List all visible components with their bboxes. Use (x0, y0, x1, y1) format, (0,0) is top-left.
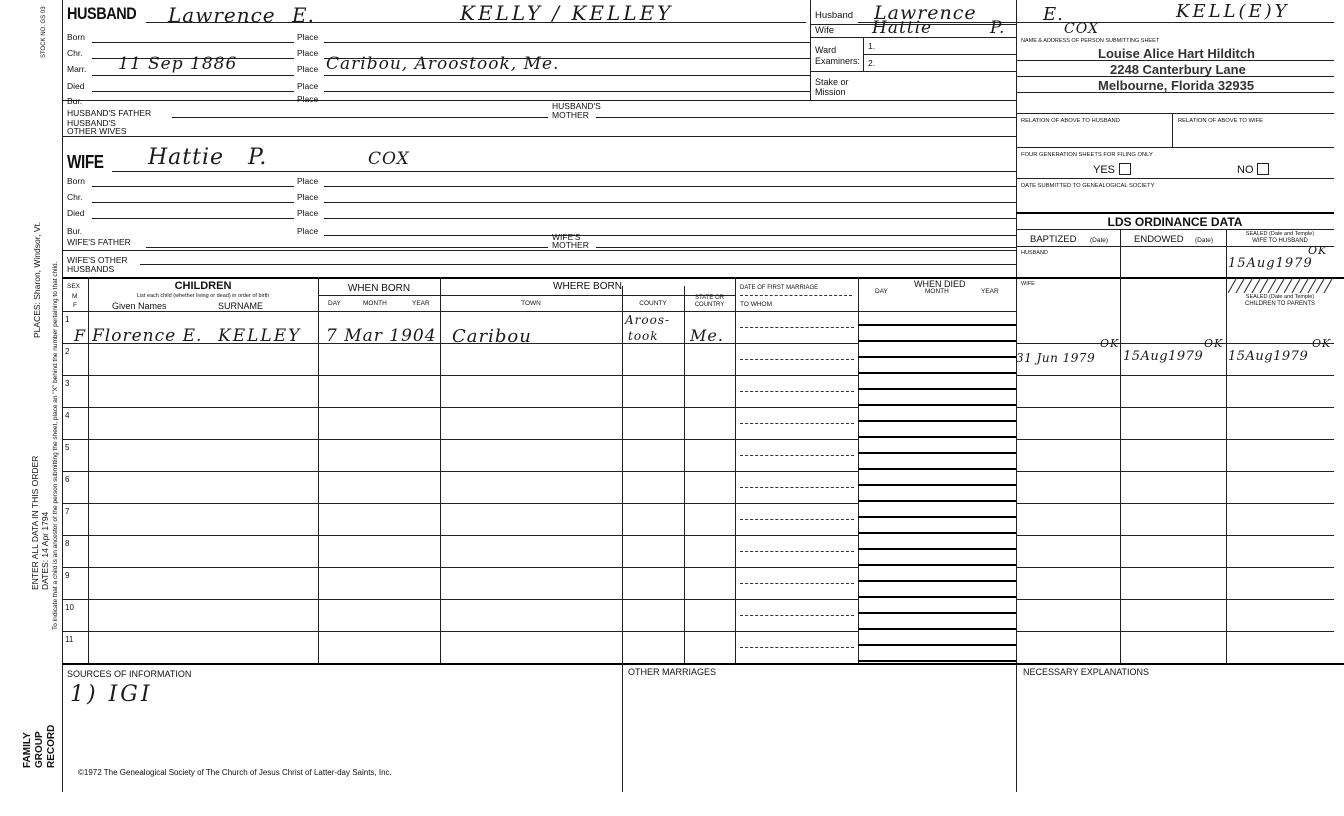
to-whom-header: TO WHOM (740, 301, 773, 308)
child-row-number: 3 (65, 379, 70, 388)
husband-marr-place-line (324, 75, 810, 76)
child1-surname: KELLEY (218, 326, 302, 346)
header-divider (810, 0, 811, 100)
given-names-header: Given Names (112, 301, 167, 311)
wife-name-line (112, 171, 1016, 172)
header-husband-given: Lawrence (874, 2, 977, 24)
marriage-dash (740, 423, 854, 424)
examiner-1-line (863, 54, 1016, 55)
child1-given: Florence E. (92, 326, 203, 346)
died-line (858, 484, 1016, 486)
marriage-dash (740, 647, 854, 648)
husband-mother-label: HUSBAND'S MOTHER (552, 101, 601, 120)
dates-note: DATES: 14 Apr 1794 (40, 511, 50, 590)
husband-born-place-line (324, 42, 810, 43)
wife-heading: WIFE (67, 152, 104, 172)
town-header: TOWN (521, 300, 541, 307)
date-submitted-label: DATE SUBMITTED TO GENEALOGICAL SOCIETY (1021, 183, 1155, 189)
relation-husband-label: RELATION OF ABOVE TO HUSBAND (1021, 118, 1120, 124)
wife-died-label: Died (67, 208, 85, 218)
explanations-label: NECESSARY EXPLANATIONS (1023, 667, 1150, 677)
husband-bottom-rule (62, 100, 1016, 101)
examiner-2: 2. (868, 58, 876, 68)
died-line (858, 580, 1016, 582)
wife-father-line (146, 247, 548, 248)
wife-born-place-line (324, 186, 1016, 187)
record-title-2: GROUP (34, 731, 45, 768)
header-husband-label: Husband (815, 10, 854, 21)
wife-died-place-label: Place (297, 208, 319, 218)
header-husband-surname: KELL(E)Y (1176, 1, 1290, 22)
stock-number: STOCK NO. GS 03 (41, 6, 47, 58)
wife-middle-initial: P. (248, 145, 268, 170)
submitter-line-2 (1016, 76, 1334, 77)
col-where-born (735, 277, 736, 663)
relation-top-rule (1016, 113, 1334, 114)
lds-col-1 (1120, 229, 1121, 663)
husband-marr-place-label: Place (297, 64, 319, 74)
marriage-dash (740, 391, 854, 392)
husband-died-place-label: Place (297, 81, 319, 91)
born-day-header: DAY (328, 300, 341, 307)
marriage-dash (740, 615, 854, 616)
husband-chr-place-label: Place (297, 48, 319, 58)
husband-died-line (92, 91, 294, 92)
husband-surname: KELLY / KELLEY (460, 1, 674, 25)
wife-died-line (92, 218, 294, 219)
state-header-1: STATE OR (694, 295, 725, 301)
died-line (858, 388, 1016, 390)
wife-bur-label: Bur. (67, 226, 83, 236)
county-header: COUNTY (639, 300, 667, 307)
marriage-dash (740, 327, 854, 328)
date-submitted-top-rule (1016, 178, 1334, 179)
child1-sex: F (74, 326, 87, 345)
lds-sealed-children-1: SEALED (Date and Temple) (1245, 294, 1315, 300)
died-line (858, 372, 1016, 374)
wife-born-place-label: Place (297, 176, 319, 186)
col-sex (88, 277, 89, 663)
died-line (858, 356, 1016, 358)
died-line (858, 644, 1016, 646)
sex-header: SEX (67, 283, 81, 290)
died-line (858, 324, 1016, 326)
left-margin-rule (62, 0, 63, 792)
lds-row-rule (1016, 439, 1334, 440)
surname-header: SURNAME (218, 301, 264, 311)
places-note: PLACES: Sharon, Windsor, Vt. (32, 221, 42, 338)
relation-divider (1172, 113, 1173, 147)
child1-state: Me. (690, 326, 724, 345)
marriage-dash (740, 583, 854, 584)
died-line (858, 660, 1016, 662)
husband-born-place-label: Place (297, 32, 319, 42)
wife-mother-label: WIFE'S MOTHER (552, 232, 589, 250)
child-row-rule (62, 631, 858, 632)
header-wife-label: Wife (815, 25, 834, 36)
ancestor-note: To indicate that a child is an ancestor of the person submitting the sheet, place an "X" behind the number pertaining to that child. (52, 261, 59, 630)
when-born-header: WHEN BORN (347, 283, 411, 294)
ward-bottom-rule (810, 71, 1016, 72)
when-died-header: WHEN DIED (914, 279, 966, 289)
husband-marr-line (92, 75, 294, 76)
wife-other-husbands-line (140, 264, 1016, 265)
wife-bur-place-line (324, 235, 1016, 236)
stake-label: Stake or (815, 77, 849, 87)
husband-marr-label: Marr. (67, 64, 87, 74)
lds-sealed-children-2: CHILDREN TO PARENTS (1244, 301, 1315, 307)
child1-town: Caribou (452, 326, 532, 347)
wife-father-label: WIFE'S FATHER (67, 237, 131, 247)
four-gen-label: FOUR GENERATION SHEETS FOR FILING ONLY (1021, 152, 1153, 158)
marriage-dash (740, 519, 854, 520)
lds-row-rule (1016, 375, 1334, 376)
marriage-dash (740, 551, 854, 552)
wife-born-line (92, 186, 294, 187)
sources-value: 1) IGI (70, 682, 153, 707)
footer-divider (622, 663, 623, 792)
children-list-note: List each child (whether living or dead) in order of birth (136, 293, 270, 299)
died-line (858, 404, 1016, 406)
wife-other-husbands-label: WIFE'S OTHER HUSBANDS (67, 255, 128, 274)
children-header: CHILDREN (174, 280, 232, 292)
died-line (858, 612, 1016, 614)
child-row-rule (62, 439, 858, 440)
relation-wife-label: RELATION OF ABOVE TO WIFE (1178, 118, 1264, 124)
marriage-dash (740, 487, 854, 488)
husband-father-line (172, 117, 548, 118)
child-row-rule (62, 375, 858, 376)
submitter-city: Melbourne, Florida 32935 (1098, 78, 1255, 93)
husband-chr-label: Chr. (67, 48, 83, 58)
lds-row-rule (1016, 503, 1334, 504)
child-row-rule (62, 535, 858, 536)
lds-sealed-date: 15Aug1979 (1228, 256, 1313, 271)
wife-chr-place-label: Place (297, 192, 319, 202)
lds-endowed-label: ENDOWED (1134, 234, 1184, 245)
born-subheader-rule (318, 295, 735, 296)
child-row-number: 4 (65, 411, 70, 420)
lds-sealed-temple: OK (1308, 244, 1328, 257)
child-row-number: 9 (65, 571, 70, 580)
husband-mother-line (596, 117, 1016, 118)
record-title-1: FAMILY (22, 732, 33, 768)
lds-child1-seal-temple: OK (1312, 337, 1332, 350)
child1-born: 7 Mar 1904 (326, 326, 437, 346)
submitter-line-3 (1016, 92, 1334, 93)
lds-husband-rule (1016, 246, 1334, 247)
died-line (858, 436, 1016, 438)
lds-endowed-date: (Date) (1195, 237, 1214, 244)
died-line (858, 532, 1016, 534)
lds-row-rule (1016, 343, 1334, 344)
lds-row-rule (1016, 535, 1334, 536)
submitter-name: Louise Alice Hart Hilditch (1098, 46, 1255, 61)
lds-row-rule (1016, 599, 1334, 600)
husband-middle-initial: E. (292, 3, 315, 27)
child-row-number: 11 (65, 635, 74, 644)
child-row-rule (62, 599, 858, 600)
lds-wife-row: WIFE (1021, 281, 1035, 287)
record-title-3: RECORD (46, 724, 57, 768)
died-year-header: YEAR (981, 288, 999, 295)
four-gen-no-label: NO (1237, 164, 1254, 176)
child-row-number: 1 (65, 315, 70, 324)
husband-marr-date: 11 Sep 1886 (118, 54, 238, 74)
husband-born-label: Born (67, 32, 85, 42)
submitter-line-1 (1016, 60, 1334, 61)
husband-other-wives-label: HUSBAND'S OTHER WIVES (67, 118, 127, 136)
lds-sealed-wife-1: SEALED (Date and Temple) (1245, 231, 1315, 237)
other-wives-rule (62, 136, 1016, 137)
four-gen-yes-checkbox[interactable] (1119, 163, 1131, 175)
died-line (858, 564, 1016, 566)
died-day-header: DAY (875, 288, 888, 295)
lds-top-rule (1016, 212, 1334, 214)
lds-child1-bap-temple: OK (1100, 337, 1120, 350)
header-wife-surname: COX (1064, 21, 1099, 37)
husband-died-label: Died (67, 81, 85, 91)
examiners-label: Examiners: (815, 56, 861, 66)
state-header-2: COUNTRY (694, 302, 725, 308)
wife-other-husbands-rule (62, 250, 1016, 251)
died-line (858, 420, 1016, 422)
ward-label: Ward (815, 45, 837, 55)
died-line (858, 452, 1016, 454)
right-panel-divider (1016, 0, 1017, 792)
husband-born-line (92, 42, 294, 43)
first-marriage-header: DATE OF FIRST MARRIAGE (740, 285, 819, 291)
lds-row-rule (1016, 471, 1334, 472)
wife-mother-line (596, 247, 1016, 248)
lds-child1-sealed: 15Aug1979 (1228, 349, 1309, 364)
husband-father-label: HUSBAND'S FATHER (67, 108, 152, 118)
child-row-number: 2 (65, 347, 70, 356)
died-line (858, 516, 1016, 518)
submitter-label: NAME & ADDRESS OF PERSON SUBMITTING SHEET (1021, 38, 1160, 44)
four-gen-yes-label: YES (1093, 164, 1116, 176)
sex-m: M (72, 293, 78, 300)
child-row-number: 6 (65, 475, 70, 484)
child-row-rule (62, 503, 858, 504)
child-row-rule (62, 407, 858, 408)
col-when-born (440, 277, 441, 663)
copyright: ©1972 The Genealogical Society of The Church of Jesus Christ of Latter-day Saints, Inc. (78, 768, 392, 777)
born-month-header: MONTH (363, 300, 387, 307)
died-month-header: MONTH (925, 288, 949, 295)
wife-surname: COX (368, 149, 410, 169)
lds-sealed-wife-2: WIFE TO HUSBAND (1252, 238, 1308, 244)
child-row-number: 5 (65, 443, 70, 452)
four-gen-top-rule (1016, 147, 1334, 148)
husband-heading: HUSBAND (67, 4, 137, 23)
where-born-header: WHERE BORN (553, 281, 622, 292)
child-row-number: 8 (65, 539, 70, 548)
marriage-dash (740, 455, 854, 456)
header-husband-middle: E. (1043, 4, 1064, 25)
children-bottom-rule (62, 663, 1344, 665)
died-line (858, 548, 1016, 550)
lds-baptized-date: (Date) (1090, 237, 1109, 244)
lds-header-rule (1016, 229, 1334, 230)
lds-row-rule (1016, 567, 1334, 568)
mission-label: Mission (815, 87, 846, 97)
child1-county-1: Aroos- (625, 313, 671, 327)
lds-row-rule (1016, 631, 1334, 632)
other-marriages-label: OTHER MARRIAGES (628, 667, 717, 677)
husband-marr-place: Caribou, Aroostook, Me. (326, 54, 560, 74)
died-line (858, 468, 1016, 470)
wife-chr-line (92, 202, 294, 203)
lds-baptized-label: BAPTIZED (1030, 234, 1077, 245)
born-year-header: YEAR (412, 300, 430, 307)
lds-hatched-cell (1228, 279, 1334, 293)
lds-title: LDS ORDINANCE DATA (1107, 215, 1243, 229)
child-row-rule (62, 471, 858, 472)
marriage-dash (740, 359, 854, 360)
wife-died-place-line (324, 218, 1016, 219)
header-wife-given: Hattie (872, 18, 933, 38)
lds-child1-end-temple: OK (1204, 337, 1224, 350)
col-children (318, 277, 319, 663)
died-line (858, 596, 1016, 598)
submitter-street: 2248 Canterbury Lane (1110, 62, 1246, 77)
died-line (858, 500, 1016, 502)
husband-bur-place-label: Place (297, 94, 319, 104)
col-first-marriage (858, 277, 859, 663)
husband-given-name: Lawrence (168, 3, 276, 27)
child-row-rule (62, 567, 858, 568)
wife-chr-label: Chr. (67, 192, 83, 202)
wife-bur-place-label: Place (297, 226, 319, 236)
first-marriage-dash (740, 295, 852, 296)
wife-chr-place-line (324, 202, 1016, 203)
lds-row-rule (1016, 407, 1334, 408)
lds-child1-baptized: 31 Jun 1979 (1016, 351, 1096, 365)
husband-bur-label: Bur. (67, 96, 83, 106)
header-wife-middle: P. (990, 18, 1006, 38)
wife-given-name: Hattie (148, 145, 225, 170)
child-row-number: 7 (65, 507, 70, 516)
lds-child1-endowed: 15Aug1979 (1123, 349, 1204, 364)
husband-died-place-line (324, 91, 810, 92)
wife-born-label: Born (67, 176, 85, 186)
children-top-rule (62, 277, 1344, 279)
died-line (858, 340, 1016, 342)
child-row-number: 10 (65, 603, 74, 612)
sources-label: SOURCES OF INFORMATION (67, 669, 192, 679)
lds-husband-row: HUSBAND (1021, 250, 1048, 256)
sex-f: F (73, 302, 77, 309)
enter-order-note: ENTER ALL DATA IN THIS ORDER (30, 455, 40, 590)
child1-county-2: took (628, 329, 659, 343)
four-gen-no-checkbox[interactable] (1257, 163, 1269, 175)
died-line (858, 628, 1016, 630)
examiner-1: 1. (868, 41, 876, 51)
children-header-bottom (62, 311, 1016, 312)
